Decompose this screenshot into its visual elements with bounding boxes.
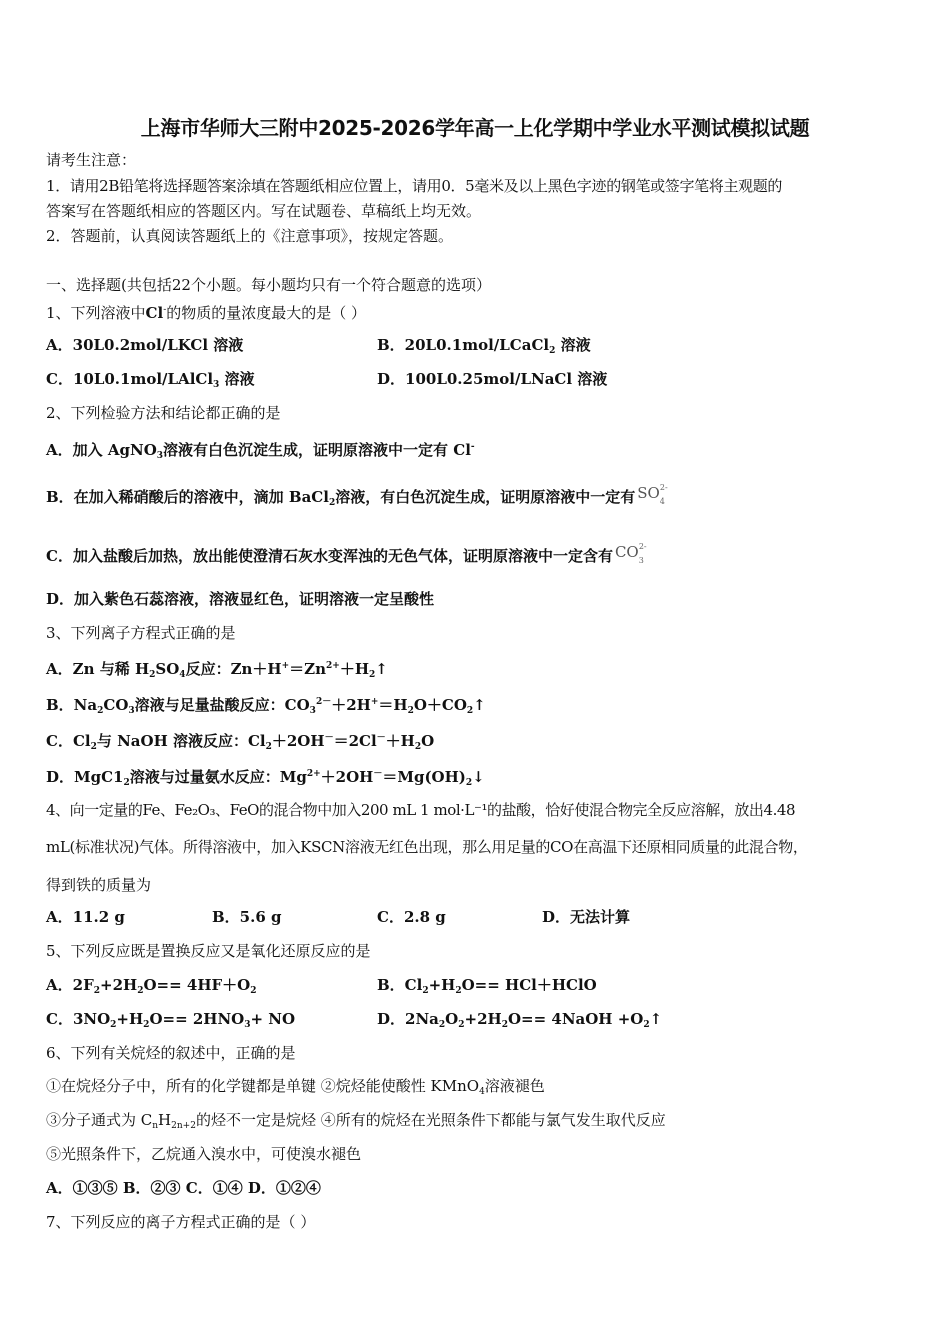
question-2-option-b: B．在加入稀硝酸后的溶液中，滴加 BaCl$_2$溶液，有白色沉淀生成，证明原溶液中一定有 $SO_4^{2-}$ [46,483,673,513]
question-3-option-d: D．$MgC1_2$溶液与过量氨水反应：$Mg^{2+}+2OH^-=Mg(OH)_2↓$ [46,768,485,788]
question-2-option-d: D．加入紫色石蕊溶液，溶液显红色，证明溶液一定呈酸性 [46,590,435,608]
notice-item-1-cont: 答案写在答题纸相应的答题区内。写在试题卷、草稿纸上均无效。 [46,202,482,220]
question-4-option-a: A．11.2 g [46,908,125,926]
question-5-option-c: C．$3NO_2+H_2O== 2HNO_3+$ NO [46,1010,296,1030]
question-1-stem: 1、下列溶液中Cl-的物质的量浓度最大的是（ ） [46,304,367,322]
question-3-stem: 3、下列离子方程式正确的是 [46,624,236,642]
question-7-stem: 7、下列反应的离子方程式正确的是（ ） [46,1213,316,1231]
question-1-option-b: B．20L0.1mol/LCaCl$_2$ 溶液 [377,336,591,356]
question-2-option-a: A．加入 AgNO$_3$溶液有白色沉淀生成，证明原溶液中一定有 Cl- [46,441,475,461]
carbonate-ion-formula: $CO_3^{2-}$ [614,542,647,565]
notice-heading: 请考生注意： [46,151,137,169]
question-1-option-c: C．10L0.1mol/LAlCl$_3$ 溶液 [46,370,255,390]
question-3-option-a: A．Zn 与稀 $H_2SO_4$反应：$Zn+H^+=Zn^{2+}+H_2↑$ [46,660,388,680]
question-2-option-c: C．加入盐酸后加热，放出能使澄清石灰水变浑浊的无色气体，证明原溶液中一定含有 $CO_3^{2-}$ [46,542,652,566]
question-6-statements-3-4: ③分子通式为 $C_nH_{2n+2}$的烃不一定是烷烃 ④所有的烷烃在光照条件下都能与氯气发生取代反应 [46,1111,666,1131]
question-6-options: A．①③⑤ B．②③ C．①④ D．①②④ [46,1179,321,1197]
question-4-stem-line-1: 4、向一定量的Fe、Fe₂O₃、FeO的混合物中加入200 mL 1 mol·L⁻¹的盐酸，恰好使混合物完全反应溶解，放出4.48 [46,801,796,819]
question-5-option-d: D．$2Na_2O_2+2H_2O==$ 4NaOH $+O_2↑$ [377,1010,663,1030]
question-6-stem: 6、下列有关烷烃的叙述中，正确的是 [46,1044,296,1062]
question-3-option-b: B．$Na_2CO_3$溶液与足量盐酸反应：$CO_3^{2-}+2H^+=H_2O+CO_2↑$ [46,696,486,716]
question-5-option-a: A．$2F_2+2H_2O== 4HF+O_2$ [46,976,257,996]
question-5-option-b: B．$Cl_2+H_2O==$ HCl＋HClO [377,976,597,996]
question-4-stem-line-2: mL(标准状况)气体。所得溶液中，加入KSCN溶液无红色出现，那么用足量的CO在高温下还原相同质量的此混合物， [46,838,808,856]
question-6-statement-5: ⑤光照条件下，乙烷通入溴水中，可使溴水褪色 [46,1145,362,1163]
question-5-stem: 5、下列反应既是置换反应又是氧化还原反应的是 [46,942,371,960]
question-2-stem: 2、下列检验方法和结论都正确的是 [46,404,281,422]
question-4-stem-line-3: 得到铁的质量为 [46,876,152,894]
question-6-statements-1-2: ①在烷烃分子中，所有的化学键都是单键 ②烷烃能使酸性 KMnO$_4$溶液褪色 [46,1077,545,1097]
question-1-option-d: D．100L0.25mol/LNaCl 溶液 [377,370,608,388]
question-1-option-a: A．30L0.2mol/LKCl 溶液 [46,336,244,354]
question-4-option-d: D．无法计算 [542,908,631,926]
sulfate-ion-formula: $SO_4^{2-}$ [637,483,668,506]
question-4-option-b: B．5.6 g [212,908,282,926]
question-3-option-c: C．$Cl_2$与 NaOH 溶液反应：$Cl_2+2OH^-=2Cl^-+H_2O$ [46,732,435,752]
notice-item-1: 1．请用2B铅笔将选择题答案涂填在答题纸相应位置上，请用0．5毫米及以上黑色字迹的钢笔或签字笔将主观题的 [46,177,783,195]
exam-title: 上海市华师大三附中2025-2026学年高一上化学期中学业水平测试模拟试题 [140,116,810,140]
notice-item-2: 2．答题前，认真阅读答题纸上的《注意事项》，按规定答题。 [46,227,454,245]
question-4-option-c: C．2.8 g [377,908,446,926]
section-heading: 一、选择题(共包括22个小题。每小题均只有一个符合题意的选项） [46,276,491,294]
